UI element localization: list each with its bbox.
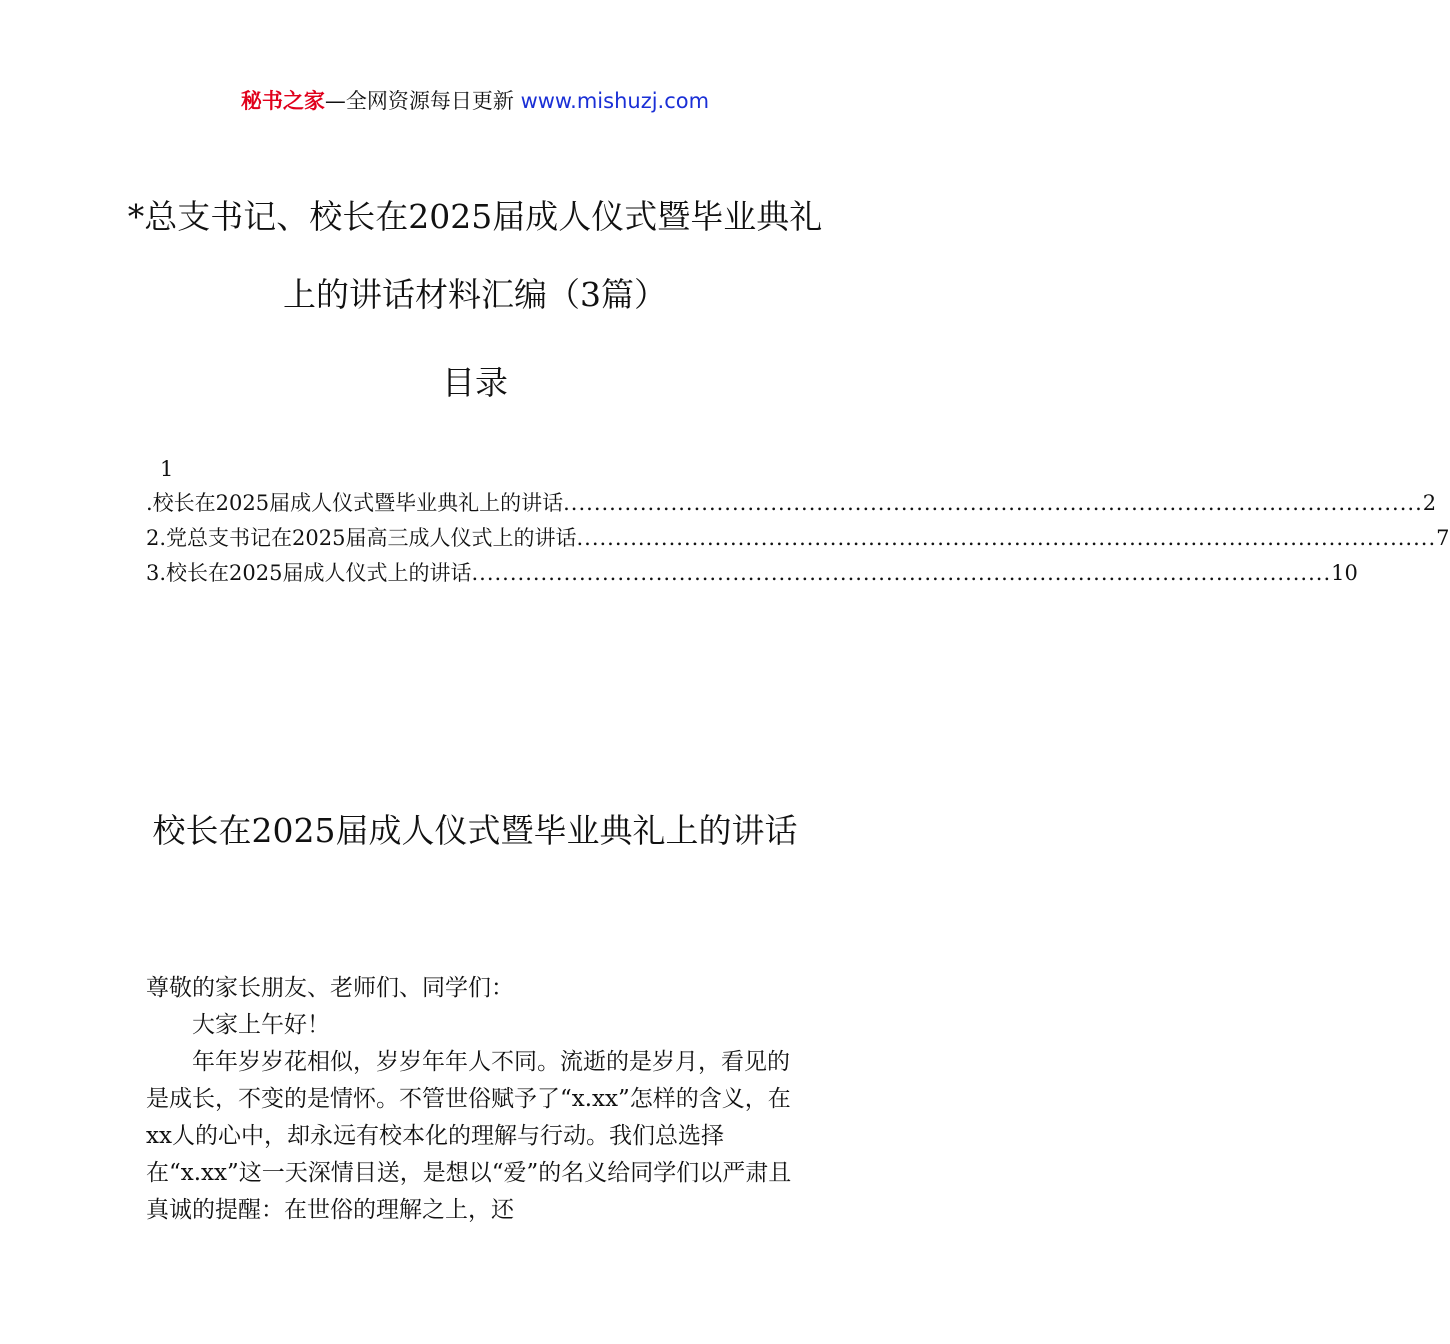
body-paragraph: 年年岁岁花相似，岁岁年年人不同。流逝的是岁月，看见的是成长，不变的是情怀。不管世俗赋予了“x.xx”怎样的含义，在xx人的心中，却永远有校本化的理解与行动。我们总选择在“x.xx”这一天深情目送，是想以“爱”的名义给同学们以严肃且真诚的提醒：在世俗的理解之上，还 <box>146 1049 792 1223</box>
toc-number-line: 1 <box>160 457 174 481</box>
toc-entry-page: 10 <box>1331 561 1358 585</box>
site-url-link[interactable]: www.mishuzj.com <box>520 89 710 113</box>
toc-leader-dots: ................................................................................................................ <box>563 491 1423 515</box>
toc-entry-text: .校长在2025届成人仪式暨毕业典礼上的讲话 <box>146 491 564 515</box>
toc-entry[interactable] <box>146 521 1450 556</box>
toc-leader-dots: ................................................................................................................ <box>471 561 1332 585</box>
speech-body <box>146 970 810 1229</box>
toc-heading: 目录 <box>442 363 508 402</box>
salutation: 尊敬的家长朋友、老师们、同学们： <box>146 975 514 1001</box>
site-header <box>0 86 950 116</box>
toc-entry-text: 2.党总支书记在2025届高三成人仪式上的讲话 <box>146 526 577 550</box>
toc-entry-page: 2 <box>1422 491 1437 515</box>
toc-leader-dots: ................................................................................................................ <box>576 526 1437 550</box>
toc-entry[interactable] <box>146 556 1358 591</box>
site-slogan: —全网资源每日更新 <box>324 89 521 113</box>
toc-entry[interactable] <box>146 486 1437 521</box>
speech-title: 校长在2025届成人仪式暨毕业典礼上的讲话 <box>152 811 798 850</box>
toc-entry-text: 3.校长在2025届成人仪式上的讲话 <box>146 561 472 585</box>
table-of-contents <box>146 452 1450 591</box>
document-title: *总支书记、校长在2025届成人仪式暨毕业典礼上的讲话材料汇编（3篇） <box>127 197 823 314</box>
toc-entry-page: 7 <box>1436 526 1450 550</box>
greeting: 大家上午好！ <box>192 1012 330 1038</box>
brand-name: 秘书之家 <box>240 89 325 113</box>
